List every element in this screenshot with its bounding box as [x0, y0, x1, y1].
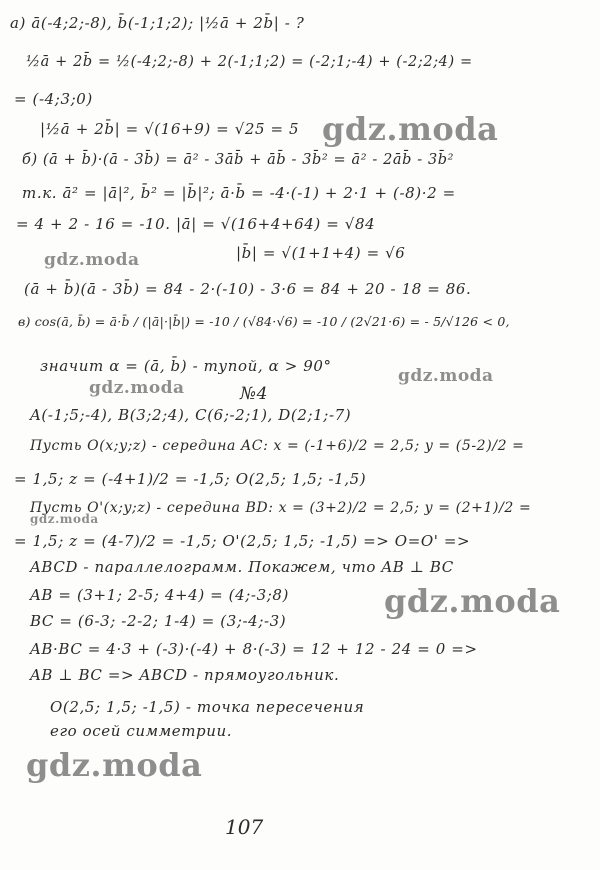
- watermark: gdz.moda: [89, 378, 185, 398]
- text-line: а) ā(-4;2;-8), b̄(-1;1;2); |½ā + 2b̄| - ?: [10, 14, 305, 32]
- text-line: в) cos(ā, b̄) = ā·b̄ / (|ā|·|b̄|) = -10 / (√84·√6) = -10 / (2√21·6) = - 5/√126 < 0,: [18, 314, 510, 329]
- text-line: AB = (3+1; 2-5; 4+4) = (4;-3;8): [30, 586, 289, 604]
- text-line: |½ā + 2b̄| = √(16+9) = √25 = 5: [40, 120, 300, 138]
- text-line: = 1,5; z = (-4+1)/2 = -1,5; O(2,5; 1,5; -1,5): [14, 470, 367, 488]
- watermark: gdz.moda: [398, 366, 494, 386]
- text-line: б) (ā + b̄)·(ā - 3b̄) = ā² - 3āb̄ + āb̄ - 3b̄² = ā² - 2āb̄ - 3b̄²: [22, 152, 455, 168]
- text-line: = 1,5; z = (4-7)/2 = -1,5; O'(2,5; 1,5; -1,5) => O=O' =>: [14, 532, 471, 550]
- text-line: BC = (6-3; -2-2; 1-4) = (3;-4;-3): [30, 612, 287, 630]
- text-line: значит α = (ā, b̄) - тупой, α > 90°: [40, 357, 332, 375]
- watermark: gdz.moda: [30, 512, 99, 526]
- section-heading: №4: [240, 384, 269, 404]
- text-line: т.к. ā² = |ā|², b̄² = |b̄|²; ā·b̄ = -4·(-1) + 2·1 + (-8)·2 =: [22, 184, 456, 202]
- watermark: gdz.moda: [322, 110, 499, 148]
- text-line: Пусть O'(x;y;z) - середина BD: x = (3+2)/2 = 2,5; y = (2+1)/2 =: [30, 500, 532, 516]
- text-line: = 4 + 2 - 16 = -10. |ā| = √(16+4+64) = √84: [16, 215, 376, 233]
- watermark: gdz.moda: [384, 582, 561, 620]
- text-line: A(-1;5;-4), B(3;2;4), C(6;-2;1), D(2;1;-7): [30, 406, 352, 424]
- text-line: |b̄| = √(1+1+4) = √6: [236, 244, 406, 262]
- watermark: gdz.moda: [44, 250, 140, 270]
- text-line: O(2,5; 1,5; -1,5) - точка пересечения: [50, 698, 365, 716]
- text-line: (ā + b̄)(ā - 3b̄) = 84 - 2·(-10) - 3·6 = 84 + 20 - 18 = 86.: [24, 280, 472, 298]
- page-number: 107: [225, 815, 264, 839]
- text-line: AB·BC = 4·3 + (-3)·(-4) + 8·(-3) = 12 + 12 - 24 = 0 =>: [30, 640, 478, 658]
- text-line: Пусть O(x;y;z) - середина AC: x = (-1+6)/2 = 2,5; y = (5-2)/2 =: [30, 438, 525, 454]
- text-line: = (-4;3;0): [14, 90, 93, 108]
- text-line: его осей симметрии.: [50, 722, 233, 740]
- text-line: AB ⊥ BC => ABCD - прямоугольник.: [30, 666, 340, 684]
- text-line: ½ā + 2b̄ = ½(-4;2;-8) + 2(-1;1;2) = (-2;1;-4) + (-2;2;4) =: [26, 54, 473, 70]
- text-line: ABCD - параллелограмм. Покажем, что AB ⊥ BC: [30, 558, 454, 576]
- watermark: gdz.moda: [26, 746, 203, 784]
